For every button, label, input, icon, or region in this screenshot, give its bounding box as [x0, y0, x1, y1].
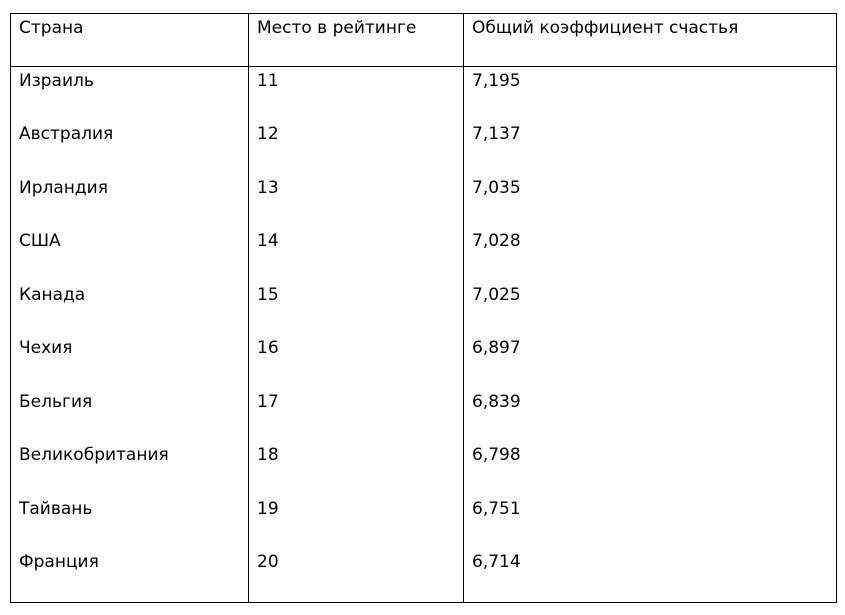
cell-rank: 20 [249, 548, 464, 602]
cell-score: 7,035 [464, 174, 837, 228]
cell-score: 6,897 [464, 334, 837, 388]
table-row [11, 227, 837, 281]
table-row [11, 334, 837, 388]
cell-score: 6,714 [464, 548, 837, 602]
cell-rank: 16 [249, 334, 464, 388]
cell-country: Канада [11, 281, 249, 335]
cell-rank: 15 [249, 281, 464, 335]
cell-country: Чехия [11, 334, 249, 388]
cell-rank: 17 [249, 388, 464, 442]
cell-score: 6,798 [464, 441, 837, 495]
header-country: Страна [11, 14, 249, 67]
header-score: Общий коэффициент счастья [464, 14, 837, 67]
cell-country: Франция [11, 548, 249, 602]
header-row [11, 14, 837, 67]
cell-score: 7,028 [464, 227, 837, 281]
table-row [11, 441, 837, 495]
cell-rank: 11 [249, 67, 464, 121]
cell-rank: 12 [249, 120, 464, 174]
cell-rank: 14 [249, 227, 464, 281]
cell-rank: 13 [249, 174, 464, 228]
cell-country: Австралия [11, 120, 249, 174]
table-header [11, 14, 837, 67]
cell-score: 7,025 [464, 281, 837, 335]
cell-country: Ирландия [11, 174, 249, 228]
table-row [11, 388, 837, 442]
cell-country: Тайвань [11, 495, 249, 549]
cell-score: 7,195 [464, 67, 837, 121]
cell-score: 6,839 [464, 388, 837, 442]
header-rank: Место в рейтинге [249, 14, 464, 67]
cell-rank: 18 [249, 441, 464, 495]
cell-country: Израиль [11, 67, 249, 121]
cell-rank: 19 [249, 495, 464, 549]
table-body [11, 67, 837, 603]
cell-score: 6,751 [464, 495, 837, 549]
table-row [11, 120, 837, 174]
happiness-ranking-table [10, 13, 837, 603]
cell-score: 7,137 [464, 120, 837, 174]
cell-country: Великобритания [11, 441, 249, 495]
table-row [11, 67, 837, 121]
table-row [11, 174, 837, 228]
table-row [11, 495, 837, 549]
table-row [11, 548, 837, 602]
table-row [11, 281, 837, 335]
cell-country: Бельгия [11, 388, 249, 442]
cell-country: США [11, 227, 249, 281]
